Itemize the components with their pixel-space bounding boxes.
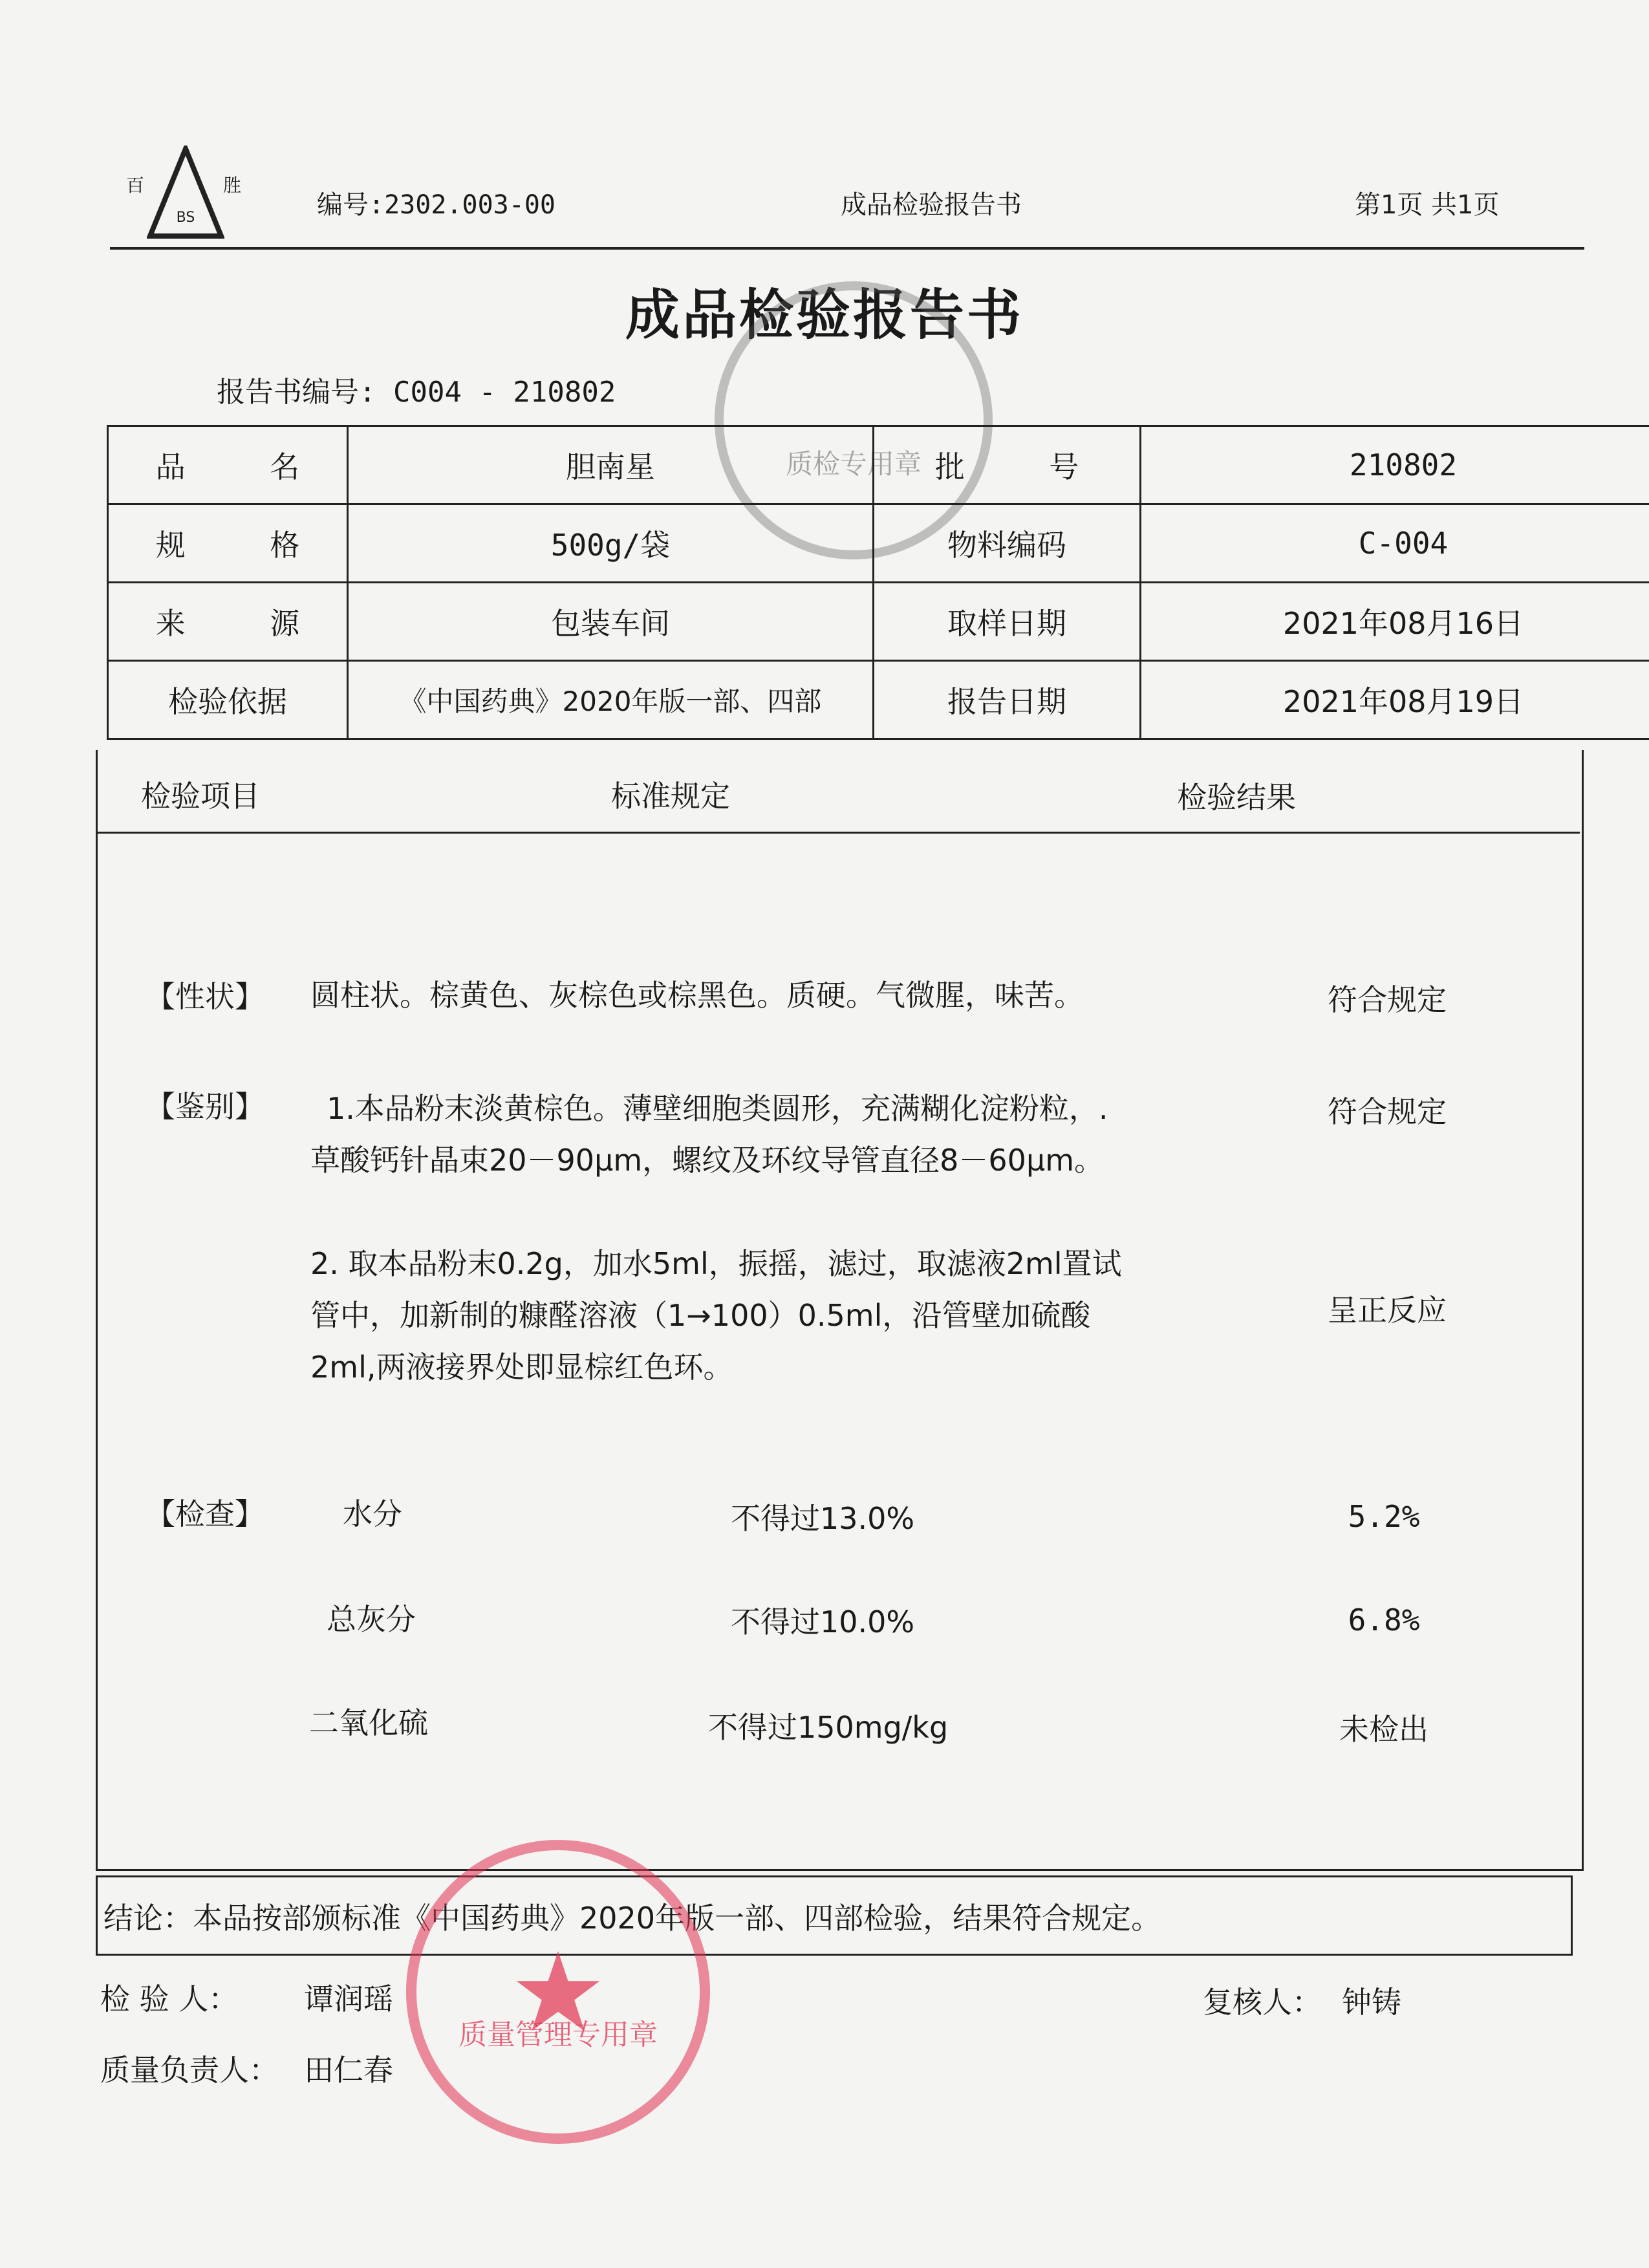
source-value: 包装车间 (348, 583, 874, 661)
inspector-label: 检 验 人： (100, 1982, 239, 2016)
product-info-table (107, 425, 1649, 740)
header-divider (110, 247, 1584, 250)
company-logo (126, 146, 242, 243)
header-title: 成品检验报告书 (841, 190, 1022, 220)
conclusion-text: 结论：本品按部颁标准《中国药典》2020年版一部、四部检验，结果符合规定。 (103, 1901, 1161, 1936)
reviewer-label: 复核人： (1203, 1985, 1322, 2020)
sulfur-dioxide-standard: 不得过150mg/kg (708, 1710, 949, 1745)
identification-2-line1: 2. 取本品粉末0.2g，加水5ml，振摇，滤过，取滤液2ml置试 (310, 1246, 1122, 1281)
identification-2-line2: 管中，加新制的糠醛溶液（1→100）0.5ml，沿管壁加硫酸 (310, 1298, 1091, 1333)
column-header-standard: 标准规定 (611, 779, 730, 814)
identification-1-line2: 草酸钙针晶束20－90μm，螺纹及环纹导管直径8－60μm。 (310, 1143, 1105, 1178)
sampling-date-value: 2021年08月16日 (1141, 583, 1649, 661)
gray-stamp-text: 质检专用章 (785, 448, 921, 480)
moisture-standard: 不得过13.0% (731, 1501, 915, 1536)
report-date-value: 2021年08月19日 (1141, 661, 1649, 739)
total-ash-name: 总灰分 (327, 1602, 416, 1637)
appearance-text: 圆柱状。棕黄色、灰棕色或棕黑色。质硬。气微腥，味苦。 (310, 978, 1084, 1013)
logo-right-char: 胜 (223, 175, 242, 196)
report-number: 报告书编号: C004 - 210802 (217, 376, 616, 409)
material-code-value: C-004 (1141, 504, 1649, 583)
spec-label: 规 格 (108, 504, 348, 583)
reviewer-name: 钟铸 (1342, 1985, 1401, 2020)
sulfur-dioxide-result: 未检出 (1339, 1712, 1428, 1747)
sulfur-dioxide-name: 二氧化硫 (309, 1705, 428, 1740)
total-ash-result: 6.8% (1348, 1603, 1420, 1637)
moisture-name: 水分 (343, 1496, 402, 1531)
moisture-result: 5.2% (1348, 1499, 1420, 1534)
identification-2-result: 呈正反应 (1328, 1293, 1447, 1328)
table-row (108, 583, 1649, 661)
table-row (108, 426, 1649, 504)
appearance-label: 【性状】 (146, 979, 264, 1014)
material-code-label: 物料编码 (874, 504, 1141, 583)
qa-name: 田仁春 (304, 2053, 393, 2088)
total-ash-standard: 不得过10.0% (731, 1604, 915, 1639)
product-name-label: 品 名 (108, 426, 348, 504)
results-header-row (96, 750, 1580, 834)
logo-center-text: BS (176, 210, 195, 226)
table-row (108, 504, 1649, 583)
product-name-value: 胆南星 (348, 426, 874, 504)
inspection-label: 【检查】 (146, 1496, 264, 1531)
logo-triangle-icon (147, 146, 224, 239)
sampling-date-label: 取样日期 (874, 583, 1141, 661)
page-title: 成品检验报告书 (625, 283, 1024, 347)
identification-1-line1: 1.本品粉末淡黄棕色。薄壁细胞类圆形，充满糊化淀粉粒，. (327, 1091, 1108, 1126)
logo-left-char: 百 (126, 175, 145, 196)
page-number: 第1页 共1页 (1355, 190, 1500, 220)
red-stamp-text: 质量管理专用章 (458, 2018, 658, 2051)
appearance-result: 符合规定 (1328, 982, 1447, 1017)
batch-label: 批 号 (874, 426, 1141, 504)
qa-label: 质量负责人： (100, 2053, 279, 2088)
report-date-label: 报告日期 (874, 661, 1141, 739)
basis-label: 检验依据 (108, 661, 348, 739)
column-header-result: 检验结果 (1177, 780, 1296, 815)
column-header-item: 检验项目 (141, 779, 260, 814)
source-label: 来 源 (108, 583, 348, 661)
identification-label: 【鉴别】 (146, 1089, 264, 1124)
identification-1-result: 符合规定 (1328, 1094, 1447, 1129)
document-code: 编号:2302.003-00 (317, 190, 555, 220)
basis-value: 《中国药典》2020年版一部、四部 (348, 661, 874, 739)
table-row (108, 661, 1649, 739)
identification-2-line3: 2ml,两液接界处即显棕红色环。 (310, 1350, 733, 1385)
batch-value: 210802 (1141, 426, 1649, 504)
spec-value: 500g/袋 (348, 504, 874, 583)
inspector-name: 谭润瑶 (304, 1982, 393, 2016)
